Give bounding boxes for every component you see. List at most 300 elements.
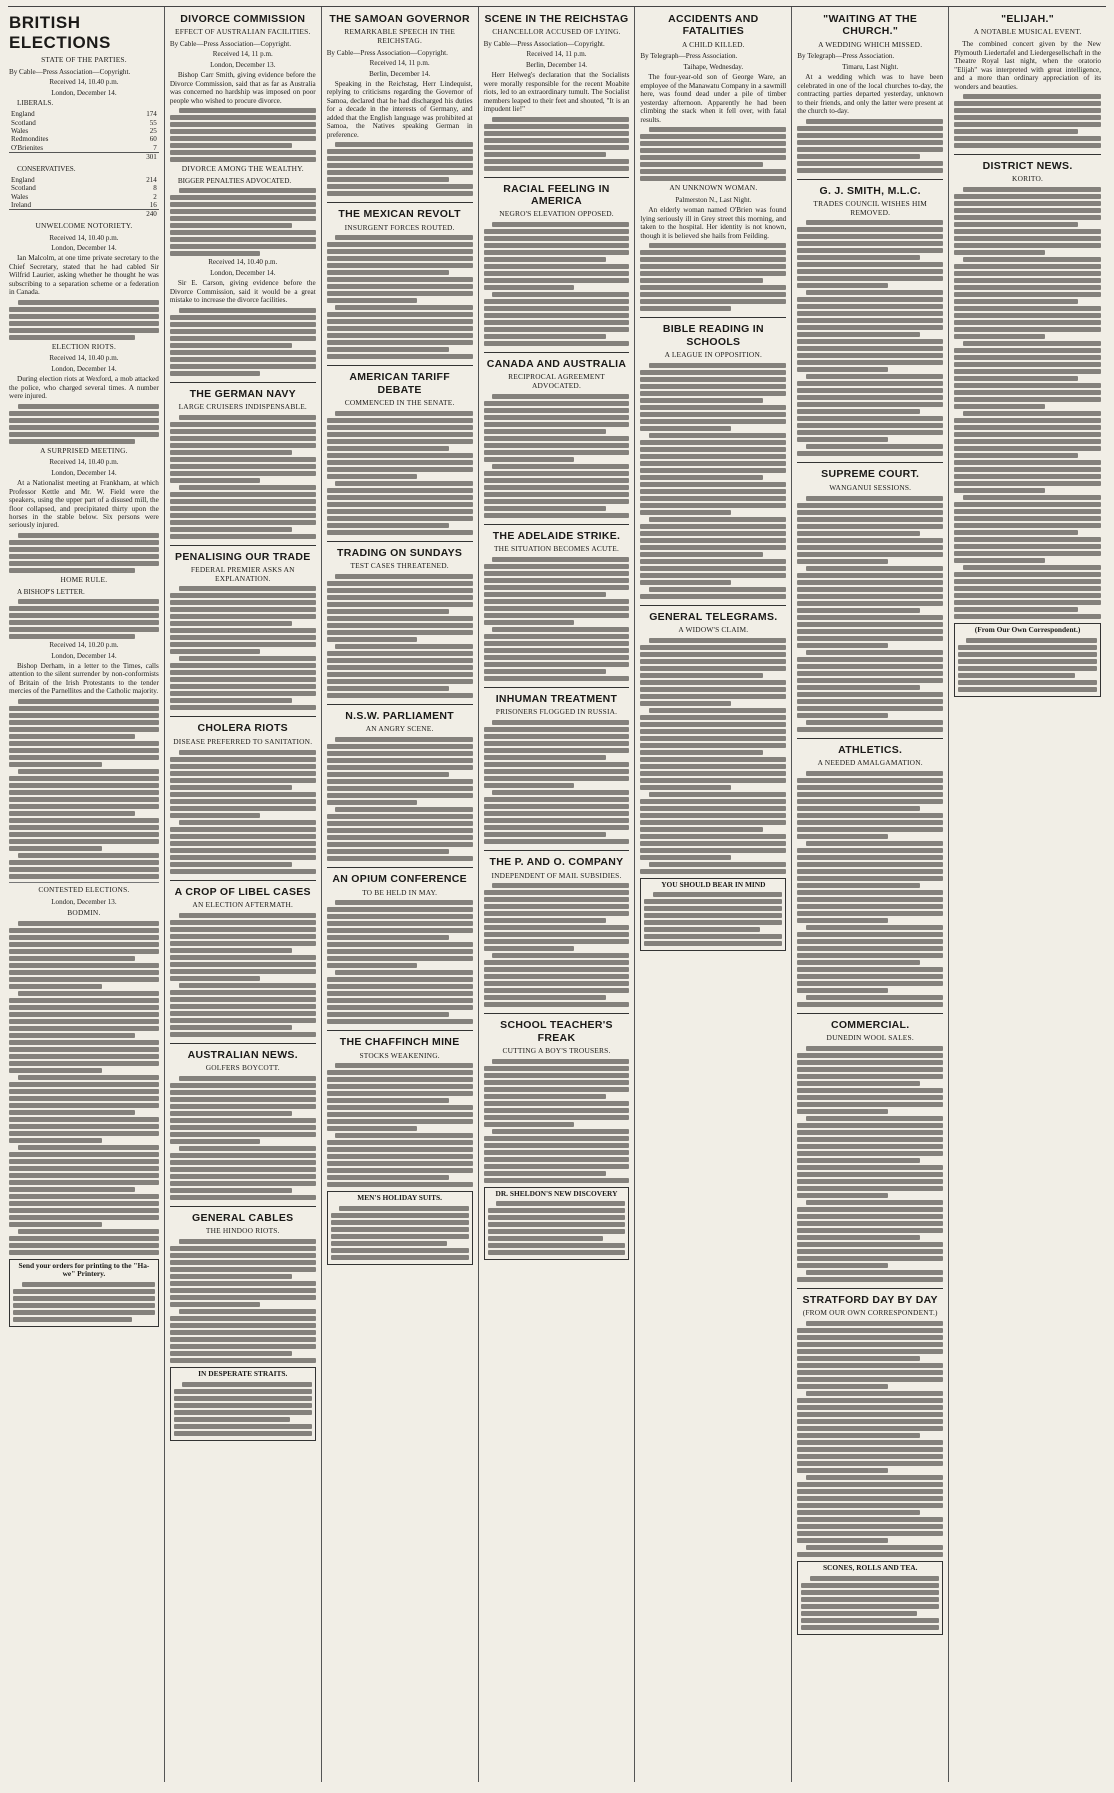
section-subheading: STATE OF THE PARTIES.: [41, 55, 127, 65]
section-subheading: DUNEDIN WOOL SALES.: [826, 1033, 914, 1043]
text-line: [170, 827, 316, 832]
text-line: [954, 320, 1101, 325]
text-line: [640, 652, 786, 657]
text-line: [484, 492, 630, 497]
text-line: [9, 720, 159, 725]
text-line: [9, 307, 159, 312]
text-line: [797, 629, 943, 634]
text-line: [327, 1019, 473, 1024]
article-text: At a wedding which was to have been celebrated in one of the local churches to-day, the contracting parties departed yesterday, unknown to their friends, and only the latter were present at the church to-day.: [797, 73, 944, 116]
text-line: [797, 1552, 943, 1557]
text-line: [797, 855, 943, 860]
text-line: [484, 974, 630, 979]
text-line: [640, 673, 763, 678]
text-line: [170, 1153, 316, 1158]
text-line: [484, 422, 630, 427]
text-line: [963, 341, 1101, 346]
text-line: [954, 390, 1101, 395]
text-line: [963, 94, 1101, 99]
text-line: [9, 998, 159, 1003]
text-line: [649, 127, 786, 132]
text-line: [327, 191, 473, 196]
text-line: [327, 184, 473, 189]
text-line: [797, 785, 943, 790]
text-line: [170, 621, 293, 626]
advertisement-body: [488, 1201, 626, 1255]
text-line: [484, 1171, 607, 1176]
text-line: [170, 1295, 316, 1300]
text-line: [18, 533, 159, 538]
text-line: [170, 371, 260, 376]
text-line: [484, 1094, 607, 1099]
text-line: [170, 329, 316, 334]
text-line: [797, 678, 943, 683]
article-text: Herr Helweg's declaration that the Socialists were morally responsible for the recent Moabite riots, led to an extraordinary tumult. The Socialist members leaped to their feet and shouted, "It is an impudent lie!": [483, 71, 630, 114]
text-line: [492, 464, 629, 469]
text-line: [170, 1330, 316, 1335]
column-heading: SCENE IN THE REICHSTAG: [484, 13, 629, 25]
column-heading: CANADA AND AUSTRALIA: [484, 352, 630, 370]
text-line: [484, 471, 630, 476]
text-line: [640, 391, 786, 396]
text-line: [484, 159, 630, 164]
text-line: [797, 339, 943, 344]
text-line: [170, 990, 316, 995]
place-line: Taihape, Wednesday.: [683, 62, 744, 71]
section-subheading: AN UNKNOWN WOMAN.: [669, 183, 758, 193]
text-line: [327, 630, 473, 635]
text-line: [170, 350, 316, 355]
text-line: [170, 1025, 293, 1030]
text-line: [640, 306, 730, 311]
text-line: [797, 706, 943, 711]
column-heading: AMERICAN TARIFF DEBATE: [327, 365, 473, 396]
text-line: [954, 236, 1101, 241]
text-line: [954, 108, 1101, 113]
text-line: [640, 141, 786, 146]
text-line: [170, 457, 316, 462]
text-line: [797, 988, 887, 993]
text-line: [327, 623, 473, 628]
text-line: [484, 776, 630, 781]
article-body: [797, 119, 943, 173]
section-subheading: WANGANUI SESSIONS.: [829, 482, 912, 492]
text-line: [327, 326, 473, 331]
text-line: [954, 544, 1101, 549]
text-line: [797, 939, 943, 944]
text-line: [170, 771, 316, 776]
text-line: [9, 970, 159, 975]
text-line: [484, 285, 574, 290]
text-line: [9, 1187, 135, 1192]
text-line: [13, 1310, 155, 1315]
text-line: [797, 960, 920, 965]
text-line: [9, 439, 135, 444]
text-line: [327, 800, 417, 805]
text-line: [327, 928, 473, 933]
text-line: [170, 209, 316, 214]
text-line: [797, 1440, 943, 1445]
text-line: [492, 953, 629, 958]
section-subheading: A WIDOW'S CLAIM.: [678, 625, 749, 634]
newspaper-page: [8, 6, 1106, 1782]
text-line: [484, 264, 630, 269]
article-body: [9, 300, 159, 340]
text-line: [327, 693, 473, 698]
text-line: [327, 821, 473, 826]
text-line: [954, 579, 1101, 584]
article-body: [170, 308, 316, 376]
text-line: [492, 627, 629, 632]
text-line: [954, 201, 1101, 206]
text-line: [640, 176, 786, 181]
text-line: [797, 692, 943, 697]
text-line: [640, 489, 786, 494]
dateline: By Cable—Press Association—Copyright.: [326, 48, 448, 57]
text-line: [170, 841, 316, 846]
column-heading: ATHLETICS.: [797, 738, 943, 756]
text-line: [484, 243, 630, 248]
advertisement-box: [484, 1187, 630, 1261]
text-line: [797, 883, 920, 888]
party-seats: 55: [149, 118, 157, 127]
text-line: [644, 899, 782, 904]
article-body: [954, 94, 1101, 148]
dateline: By Cable—Press Association—Copyright.: [169, 40, 292, 49]
article-body: [9, 921, 159, 1255]
text-line: [963, 565, 1101, 570]
section-subheading: (FROM OUR OWN CORRESPONDENT.): [802, 1308, 938, 1318]
text-line: [797, 1433, 920, 1438]
article-text: BIGGER PENALTIES ADVOCATED.: [177, 176, 292, 185]
text-line: [179, 913, 316, 918]
text-line: [640, 841, 786, 846]
article-body: [640, 127, 786, 181]
text-line: [954, 292, 1101, 297]
text-line: [797, 531, 920, 536]
text-line: [170, 129, 316, 134]
text-line: [797, 140, 943, 145]
advertisement-title: MEN'S HOLIDAY SUITS.: [357, 1193, 442, 1203]
article-body: [170, 750, 316, 874]
text-line: [484, 783, 574, 788]
text-line: [806, 1391, 943, 1396]
text-line: [484, 1087, 630, 1092]
column-heading: BIBLE READING IN SCHOOLS: [640, 317, 786, 348]
section-subheading: TRADES COUNCIL WISHES HIM REMOVED.: [813, 199, 928, 217]
text-line: [484, 995, 607, 1000]
text-line: [797, 953, 943, 958]
text-line: [797, 1517, 943, 1522]
text-line: [954, 136, 1101, 141]
text-line: [640, 257, 786, 262]
text-line: [640, 524, 786, 529]
text-line: [174, 1389, 312, 1394]
place-line: Timaru, Last Night.: [842, 62, 899, 71]
text-line: [170, 1195, 316, 1200]
text-line: [797, 1158, 920, 1163]
text-line: [170, 792, 316, 797]
text-line: [797, 353, 943, 358]
text-line: [797, 133, 943, 138]
text-line: [327, 793, 473, 798]
place-line: London, December 14.: [51, 88, 117, 97]
text-line: [484, 327, 630, 332]
text-line: [331, 1213, 469, 1218]
text-line: [797, 255, 920, 260]
text-line: [327, 779, 473, 784]
text-line: [640, 573, 786, 578]
text-line: [806, 1046, 943, 1051]
text-line: [797, 297, 943, 302]
text-line: [327, 765, 473, 770]
text-line: [640, 426, 730, 431]
text-line: [797, 241, 943, 246]
article-text: The combined concert given by the New Plymouth Liedertafel and Liedergesellschaft in the Theatre Royal last night, when the oratorio "Elijah" was interpreted with great intelligence, and a more than ordinary appreciation of its wonders and beauties.: [954, 40, 1101, 91]
text-line: [170, 705, 316, 710]
text-line: [801, 1625, 939, 1630]
dateline: By Cable—Press Association—Copyright.: [9, 67, 131, 76]
text-line: [640, 659, 786, 664]
text-line: [797, 360, 943, 365]
section-subheading: CHANCELLOR ACCUSED OF LYING.: [492, 27, 621, 37]
column-heading: N.S.W. PARLIAMENT: [327, 704, 473, 722]
text-line: [797, 1503, 943, 1508]
text-line: [797, 1328, 943, 1333]
text-line: [640, 694, 786, 699]
text-line: [9, 1250, 159, 1255]
text-line: [797, 932, 943, 937]
text-line: [954, 143, 1101, 148]
text-line: [801, 1590, 939, 1595]
text-line: [797, 643, 887, 648]
text-line: [797, 325, 943, 330]
text-line: [797, 1363, 943, 1368]
text-line: [170, 614, 316, 619]
text-line: [327, 595, 473, 600]
text-line: [797, 1489, 943, 1494]
text-line: [797, 517, 943, 522]
text-line: [22, 1282, 155, 1287]
text-line: [954, 593, 1101, 598]
text-line: [170, 520, 316, 525]
text-line: [484, 145, 630, 150]
text-line: [797, 1151, 943, 1156]
text-line: [170, 1302, 260, 1307]
text-line: [797, 402, 943, 407]
text-line: [170, 806, 316, 811]
text-line: [797, 430, 943, 435]
text-line: [954, 250, 1045, 255]
text-line: [18, 404, 159, 409]
text-line: [484, 401, 630, 406]
column-heading: SUPREME COURT.: [797, 462, 943, 480]
column-heading: BRITISH ELECTIONS: [9, 13, 111, 53]
text-line: [484, 236, 630, 241]
text-line: [9, 928, 159, 933]
text-line: [170, 343, 293, 348]
text-line: [649, 638, 786, 643]
text-line: [954, 222, 1077, 227]
column-heading: SCHOOL TEACHER'S FREAK: [484, 1013, 630, 1044]
text-line: [801, 1604, 939, 1609]
text-line: [640, 285, 786, 290]
text-line: [170, 649, 260, 654]
article-body: [327, 737, 473, 861]
text-line: [640, 855, 730, 860]
text-line: [170, 195, 316, 200]
text-line: [797, 1123, 943, 1128]
text-line: [327, 1154, 473, 1159]
text-line: [806, 444, 943, 449]
text-line: [492, 1129, 629, 1134]
text-line: [9, 860, 159, 865]
text-line: [958, 673, 1075, 678]
text-line: [797, 608, 920, 613]
text-line: [327, 616, 473, 621]
text-line: [797, 981, 943, 986]
text-line: [170, 499, 316, 504]
text-line: [797, 304, 943, 309]
text-line: [640, 869, 786, 874]
text-line: [9, 1089, 159, 1094]
text-line: [484, 1143, 630, 1148]
text-line: [170, 941, 316, 946]
text-line: [797, 622, 943, 627]
text-line: [640, 162, 763, 167]
text-line: [327, 984, 473, 989]
text-line: [9, 839, 159, 844]
text-line: [797, 1060, 943, 1065]
text-line: [179, 1146, 316, 1151]
text-line: [801, 1618, 939, 1623]
text-line: [484, 676, 630, 681]
text-line: [170, 1288, 316, 1293]
place-line: London, December 14.: [51, 364, 117, 373]
text-line: [797, 1221, 943, 1226]
text-line: [170, 1351, 293, 1356]
text-line: [9, 328, 159, 333]
text-line: [484, 592, 607, 597]
column-heading: AN OPIUM CONFERENCE: [327, 867, 473, 885]
text-line: [484, 918, 607, 923]
text-line: [484, 897, 630, 902]
text-line: [797, 1002, 943, 1007]
text-line: [484, 804, 630, 809]
text-line: [484, 1136, 630, 1141]
text-line: [954, 376, 1077, 381]
text-line: [484, 825, 630, 830]
text-line: [644, 906, 782, 911]
text-line: [640, 264, 786, 269]
text-line: [327, 418, 473, 423]
article-body: [640, 363, 786, 599]
text-line: [9, 1005, 159, 1010]
section-subheading: AN ELECTION AFTERMATH.: [192, 899, 294, 909]
text-line: [958, 652, 1097, 657]
text-line: [484, 741, 630, 746]
text-line: [797, 510, 943, 515]
text-line: [797, 848, 943, 853]
text-line: [327, 849, 450, 854]
column-heading: DIVORCE COMMISSION: [180, 13, 306, 25]
text-line: [649, 862, 786, 867]
text-line: [484, 499, 630, 504]
text-line: [484, 634, 630, 639]
text-line: [806, 841, 943, 846]
text-line: [954, 313, 1101, 318]
text-line: [797, 671, 943, 676]
text-line: [488, 1215, 626, 1220]
text-line: [954, 285, 1101, 290]
text-line: [640, 806, 786, 811]
text-line: [170, 757, 316, 762]
article-text: Bishop Derham, in a letter to the Times, calls attention to the silent surrender by non-conformists of Britain of the Irish Protestants to the tender mercies of the Parnellites and the Catholic majority.: [9, 661, 159, 696]
text-line: [170, 230, 316, 235]
text-line: [170, 1260, 316, 1265]
advertisement-title: YOU SHOULD BEAR IN MIND: [661, 879, 766, 889]
text-line: [797, 381, 943, 386]
article-body: [327, 1063, 473, 1187]
text-line: [179, 308, 316, 313]
text-line: [797, 1412, 943, 1417]
text-line: [797, 524, 943, 529]
text-line: [492, 292, 629, 297]
text-line: [492, 394, 629, 399]
text-line: [484, 408, 630, 413]
text-line: [806, 720, 943, 725]
party-name: Wales: [11, 192, 29, 201]
article-body: [170, 1239, 316, 1363]
section-subheading: LARGE CRUISERS INDISPENSABLE.: [178, 401, 307, 411]
article-body: [327, 900, 473, 1024]
text-line: [170, 799, 316, 804]
received-line: Received 14, 11 p.m.: [212, 50, 273, 59]
column-heading: INHUMAN TREATMENT: [484, 687, 630, 705]
text-line: [640, 827, 763, 832]
text-line: [170, 1111, 293, 1116]
text-line: [797, 699, 943, 704]
advertisement-body: [644, 892, 782, 946]
text-line: [327, 432, 473, 437]
text-line: [797, 1193, 887, 1198]
text-line: [484, 485, 630, 490]
column-heading: GENERAL CABLES: [170, 1206, 316, 1224]
text-line: [954, 101, 1101, 106]
article-body: [484, 117, 630, 171]
text-line: [484, 450, 630, 455]
text-line: [170, 202, 316, 207]
text-line: [327, 814, 473, 819]
text-line: [644, 920, 782, 925]
text-line: [9, 797, 159, 802]
dateline: By Telegraph—Press Association.: [640, 52, 738, 61]
text-line: [18, 853, 159, 858]
text-line: [640, 778, 786, 783]
text-line: [331, 1241, 447, 1246]
text-line: [484, 320, 630, 325]
text-line: [488, 1208, 626, 1213]
text-line: [327, 998, 473, 1003]
text-line: [170, 315, 316, 320]
text-line: [170, 684, 316, 689]
text-line: [327, 1175, 450, 1180]
text-line: [954, 453, 1077, 458]
text-line: [9, 1019, 159, 1024]
text-line: [179, 108, 316, 113]
text-line: [170, 244, 316, 249]
section-subheading: HOME RULE.: [60, 574, 108, 584]
